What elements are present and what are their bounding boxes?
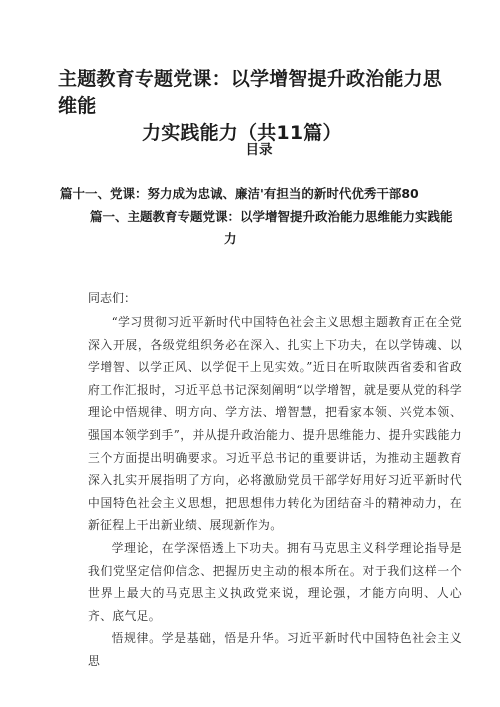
toc-heading: 目录 [245,142,273,158]
title-line-1: 主题教育专题党课：以学增智提升政治能力思维能 [58,68,443,117]
document-body [88,311,462,673]
toc-entry-1[interactable]: 篇一、主题教育专题党课：以学增智提升政治能力思维能力实践能 [90,209,453,224]
toc-entry-11[interactable]: 篇十一、党课：努力成为忠诚、廉洁'有担当的新时代优秀干部80 [60,186,419,201]
document-title [58,66,458,147]
toc-entry-1-continued[interactable]: 力 [224,231,237,246]
paragraph-1: “学习贯彻习近平新时代中国特色社会主义思想主题教育正在全党深入开展，各级党组织务必在深入、扎实上下功夫，在以学铸魂、以学增智、以学正风、以学促干上见实效。”近日在听取陕西省委和省政府工作汇报时，习近平总书记深刻阐明“以学增智，就是要从党的科学理论中悟规律、明方向、学方法、增智慧，把看家本领、兴党本领、强国本领学到手”，并从提升政治能力、提升思维能力、提升实践能力三个方面提出明确要求。习近平总书记的重要讲话，为推动主题教育深入扎实开展指明了方向，必将激励党员干部学好用好习近平新时代中国特色社会主义思想，把思想伟力转化为团结奋斗的精神动力，在新征程上干出新业绩、展现新作为。 [88,315,462,533]
title-line-2: 力实践能力（共11篇） [142,122,342,144]
paragraph-2: 学理论，在学深悟透上下功夫。拥有马克思主义科学理论指导是我们党坚定信仰信念、把握历史主动的根本所在。对于我们这样一个世界上最大的马克思主义执政党来说，理论强，才能方向明、人心齐、底气足。 [88,540,462,623]
salutation: 同志们： [88,291,137,305]
paragraph-3: 悟规律。学是基础，悟是升华。习近平新时代中国特色社会主义思 [88,631,462,668]
